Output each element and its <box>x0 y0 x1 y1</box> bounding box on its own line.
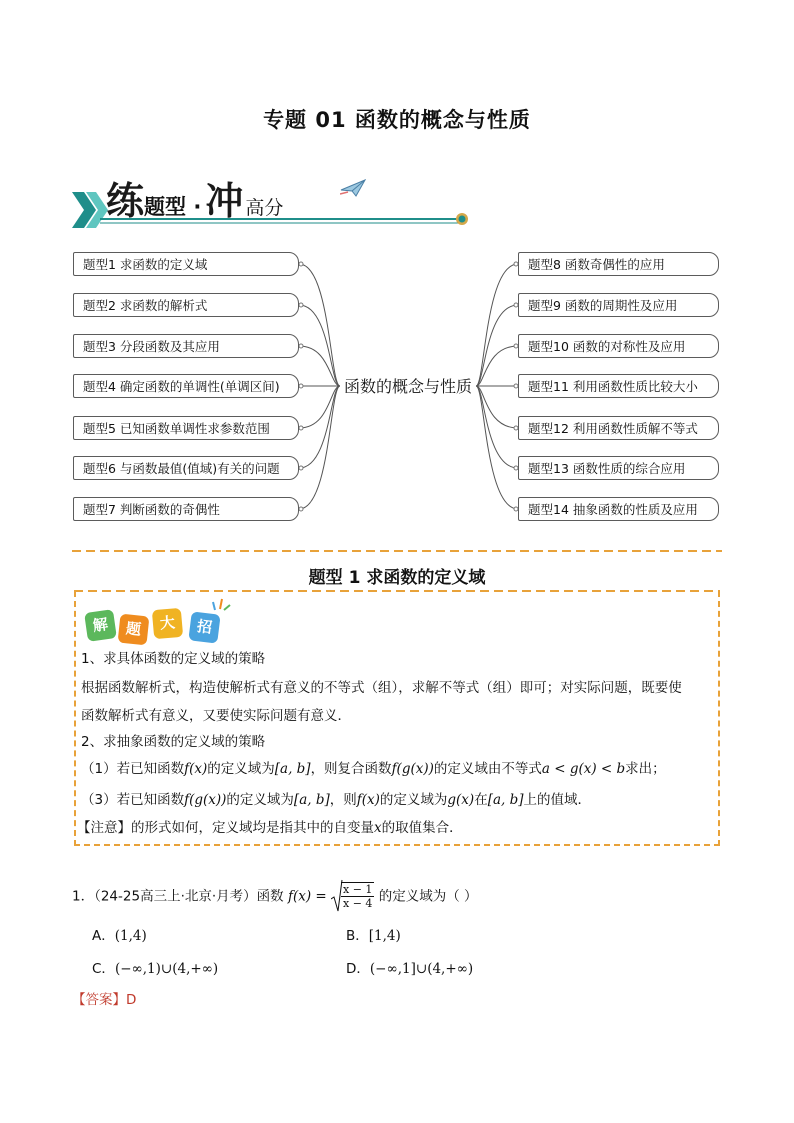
tip-text-1a: 根据函数解析式，构造使解析式有意义的不等式（组），求解不等式（组）即可；对实际问题，既要使 <box>81 680 682 696</box>
badge-zhao: 招 <box>188 611 220 643</box>
mindmap-item-type11: 题型11 利用函数性质比较大小 <box>518 374 719 398</box>
mindmap-item-type10: 题型10 函数的对称性及应用 <box>518 334 719 358</box>
mindmap-item-type9: 题型9 函数的周期性及应用 <box>518 293 719 317</box>
option-a[interactable]: A．(1,4) <box>92 928 147 944</box>
tips-box-top-border <box>72 589 722 593</box>
mindmap-item-type12: 题型12 利用函数性质解不等式 <box>518 416 719 440</box>
section-title: 题型 1 求函数的定义域 <box>308 568 486 588</box>
question-stem: 1．（24-25高三上·北京·月考）函数 f(x) = $\frac{x - 1}{x - 4}$ 的定义域为（ ） <box>72 882 478 911</box>
badge-da: 大 <box>152 608 183 639</box>
badge-jie: 解 <box>84 609 117 642</box>
section-divider <box>0 548 794 554</box>
mindmap-item-type3: 题型3 分段函数及其应用 <box>73 334 299 358</box>
mindmap-center: 函数的概念与性质 <box>343 377 472 396</box>
sqrt-sign-icon <box>331 879 343 913</box>
mindmap-item-type7: 题型7 判断函数的奇偶性 <box>73 497 299 521</box>
mindmap-item-type2: 题型2 求函数的解析式 <box>73 293 299 317</box>
banner-char-lian: 练 <box>106 178 145 223</box>
mindmap-item-type8: 题型8 函数奇偶性的应用 <box>518 252 719 276</box>
badge-ti: 题 <box>118 614 150 646</box>
document-title: 专题 01 函数的概念与性质 <box>263 108 531 132</box>
tip-note: 【注意】的形式如何，定义域均是指其中的自变量x的取值集合． <box>77 820 463 836</box>
option-c[interactable]: C．(−∞,1)∪(4,+∞) <box>92 961 219 977</box>
tip-heading-2: 2、求抽象函数的定义域的策略 <box>81 734 266 750</box>
answer: 【答案】D <box>72 992 137 1008</box>
banner-text-gaofen: 高分 <box>245 197 284 219</box>
mindmap-item-type6: 题型6 与函数最值(值域)有关的问题 <box>73 456 299 480</box>
tip-heading-1: 1、求具体函数的定义域的策略 <box>81 651 266 667</box>
tip-text-2a: （1）若已知函数f(x)的定义域为[a, b]，则复合函数f(g(x))的定义域由不等式a < g(x) < b求出； <box>81 761 666 777</box>
sparkle-icon <box>211 596 231 612</box>
option-d[interactable]: D．(−∞,1]∪(4,+∞) <box>346 961 474 977</box>
mindmap-item-type1: 题型1 求函数的定义域 <box>73 252 299 276</box>
option-b[interactable]: B．[1,4) <box>346 928 401 944</box>
mindmap-item-type4: 题型4 确定函数的单调性(单调区间) <box>73 374 299 398</box>
tip-text-1b: 函数解析式有意义，又要使实际问题有意义． <box>81 708 351 724</box>
banner-text-tixing: 题型 · <box>144 195 202 219</box>
banner-char-chong: 冲 <box>205 178 244 223</box>
mindmap-item-type5: 题型5 已知函数单调性求参数范围 <box>73 416 299 440</box>
mindmap-item-type14: 题型14 抽象函数的性质及应用 <box>518 497 719 521</box>
mindmap-item-type13: 题型13 函数性质的综合应用 <box>518 456 719 480</box>
tip-text-2b: （3）若已知函数f(g(x))的定义域为[a, b]，则f(x)的定义域为g(x)在[a, b]上的值域． <box>81 792 591 808</box>
